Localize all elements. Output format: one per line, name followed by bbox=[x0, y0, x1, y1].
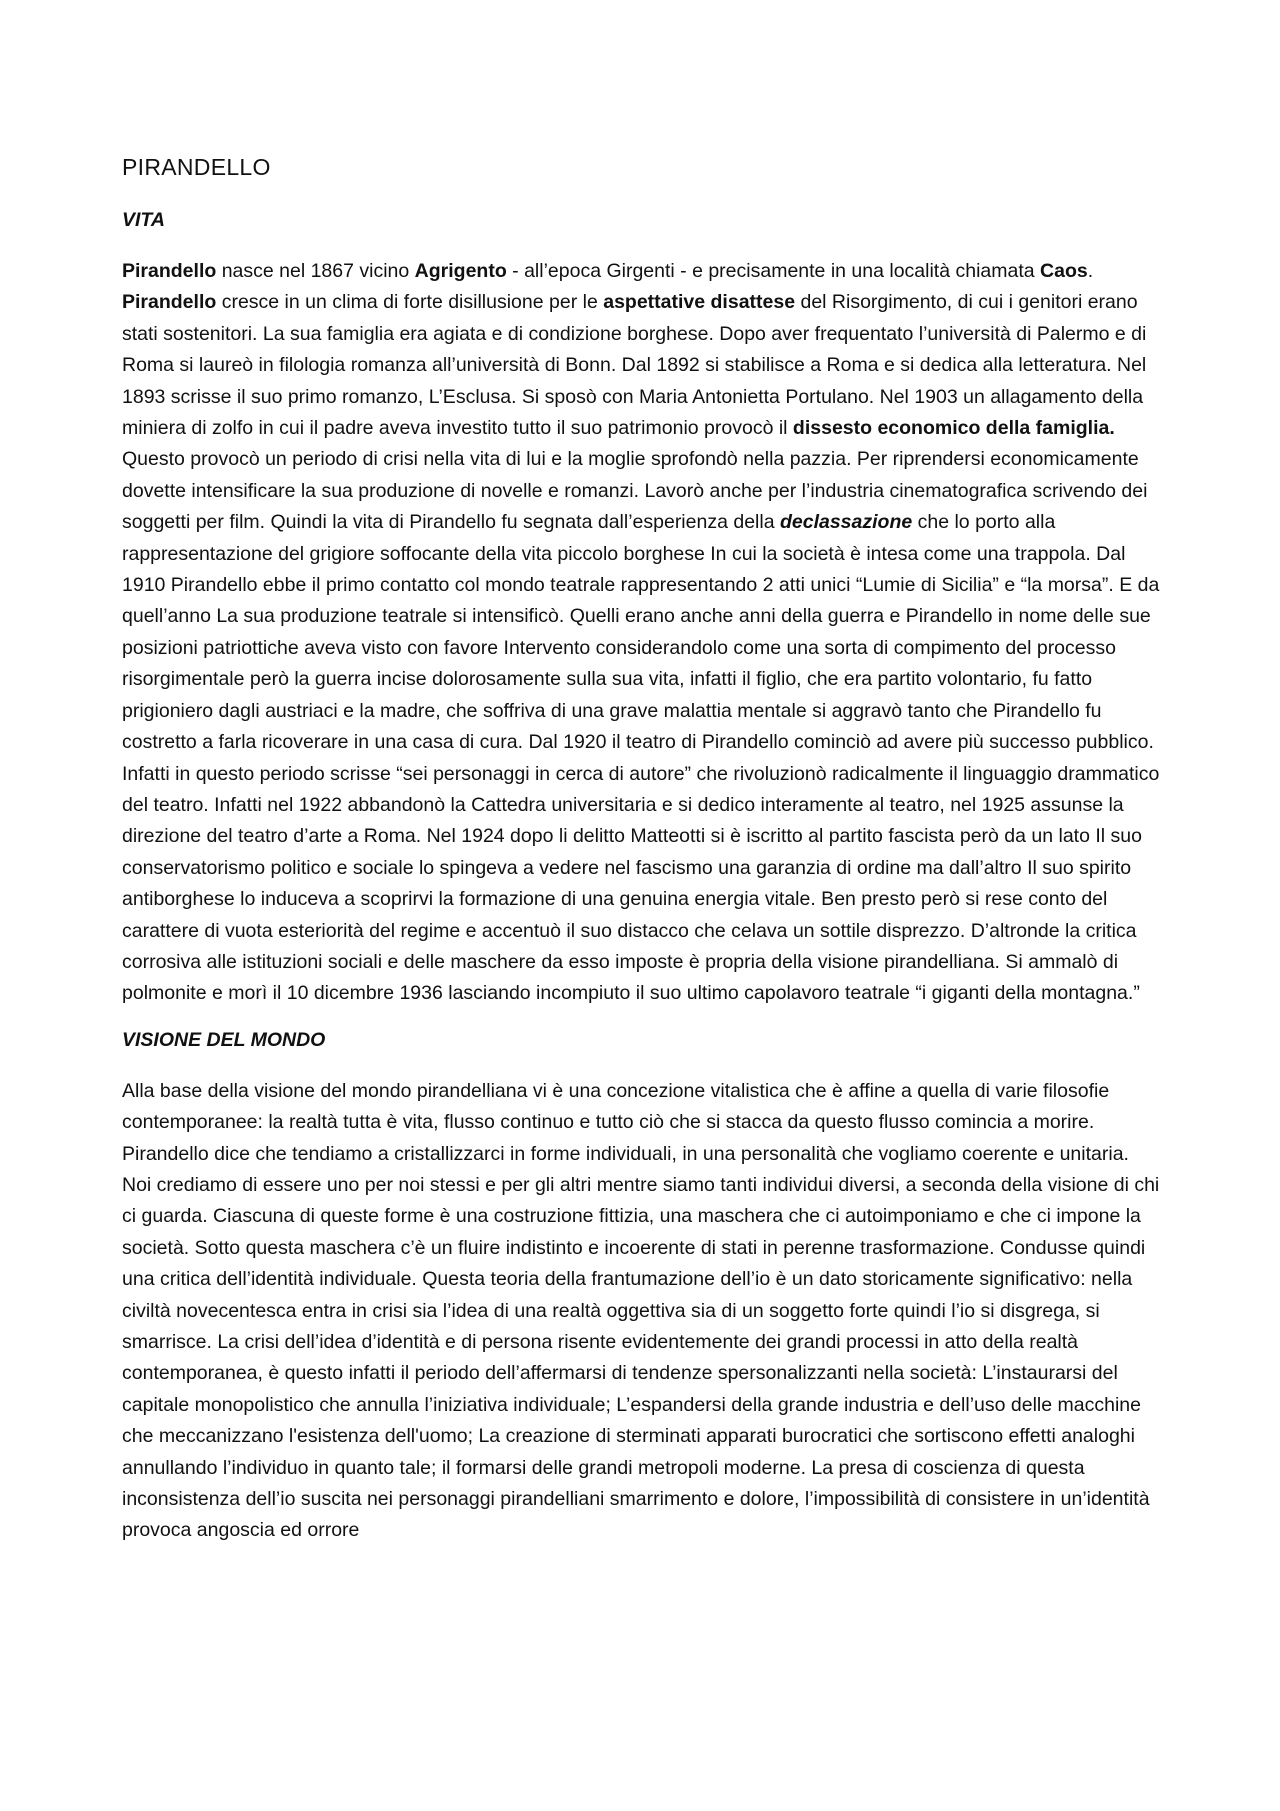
emphasized-text: Pirandello bbox=[122, 260, 217, 282]
paragraph-text: . bbox=[1087, 260, 1094, 282]
emphasized-text: Agrigento bbox=[414, 260, 507, 282]
paragraph-text: nasce nel 1867 vicino bbox=[216, 260, 415, 282]
section-heading-vita: VITA bbox=[122, 209, 165, 231]
paragraph-text: Alla base della visione del mondo pirandelliana vi è una concezione vitalistica che è affine a quella di varie filosofie contemporanee: la realtà tutta è vita, flusso continuo e tutto ciò che si stacca da questo flusso comincia a morire. Pirandello dice che tendiamo a cristallizzarci in forme individuali, in una personalità che vogliamo coerente e unitaria. Noi crediamo di essere uno per noi stessi e per gli altri mentre siamo tanti individui diversi, a seconda della visione di chi ci guarda. Ciascuna di queste forme è una costruzione fittizia, una maschera che ci autoimponiamo e che ci impone la società. Sotto questa maschera c’è un fluire indistinto e incoerente di stati in perenne trasformazione. Condusse quindi una critica dell’identità individuale. Questa teoria della frantumazione dell’io è un dato storicamente significativo: nella civiltà novecentesca entra in crisi sia l’idea di una realtà oggettiva sia di un soggetto forte quindi l’io si disgrega, si smarrisce. La crisi dell’idea d’identità e di persona risente evidentemente dei grandi processi in atto della realtà contemporanea, è questo infatti il periodo dell’affermarsi di tendenze spersonalizzanti nella società: L’instaurarsi del capitale monopolistico che annulla l’iniziativa individuale; L’espandersi della grande industria e dell’uso delle macchine che meccanizzano l'esistenza dell'uomo; La creazione di sterminati apparati burocratici che sortiscono effetti analoghi annullando l’individuo in quanto tale; il formarsi delle grandi metropoli moderne. La presa di coscienza di questa inconsistenza dell’io suscita nei personaggi pirandelliani smarrimento e dolore, l’impossibilità di consistere in un’identità provoca angoscia ed orrore bbox=[122, 1079, 1160, 1542]
paragraph-visione-del-mondo bbox=[122, 1076, 1162, 1547]
paragraph-text: cresce in un clima di forte disillusione per le bbox=[216, 291, 604, 314]
emphasized-text: dissesto economico della famiglia. bbox=[792, 417, 1115, 440]
document-title: PIRANDELLO bbox=[122, 154, 271, 180]
paragraph-text: - all’epoca Girgenti - e precisamente in una località chiamata bbox=[506, 260, 1041, 282]
paragraph-text: Questo provocò un periodo di crisi nella vita di lui e la moglie sprofondò nella pazzia. Per riprendersi economicamente dovette intensificare la sua produzione di novelle e romanzi. Lavorò anche per l’industria cinematografica scrivendo dei soggetti per film. Quindi la vita di Pirandello fu segnata dall’esperienza della bbox=[122, 448, 1148, 534]
emphasized-text: aspettative disattese bbox=[603, 291, 796, 314]
section-heading-visione-del-mondo: VISIONE DEL MONDO bbox=[122, 1028, 326, 1051]
paragraph-text: del Risorgimento, di cui i genitori erano stati sostenitori. La sua famiglia era agiata e di condizione borghese. Dopo aver frequentato l’università di Palermo e di Roma si laureò in filologia romanza all’università di Bonn. Dal 1892 si stabilisce a Roma e si dedica alla letteratura. Nel 1893 scrisse il suo primo romanzo, L’Esclusa. Si sposò con Maria Antonietta Portulano. Nel 1903 un allagamento della miniera di zolfo in cui il padre aveva investito tutto il suo patrimonio provocò il bbox=[122, 291, 1147, 440]
paragraph-vita bbox=[122, 256, 1162, 1010]
emphasized-text: Pirandello bbox=[122, 291, 217, 314]
document-page bbox=[122, 150, 1162, 1563]
emphasized-text: declassazione bbox=[779, 511, 913, 534]
emphasized-text: Caos bbox=[1040, 260, 1088, 282]
paragraph-text: che lo porto alla rappresentazione del grigiore soffocante della vita piccolo borghese In cui la società è intesa come una trappola. Dal 1910 Pirandello ebbe il primo contatto col mondo teatrale rappresentando 2 atti unici “Lumie di Sicilia” e “la morsa”. E da quell’anno La sua produzione teatrale si intensificò. Quelli erano anche anni della guerra e Pirandello in nome delle sue posizioni patriottiche aveva visto con favore Intervento considerandolo come una sorta di compimento del processo risorgimentale però la guerra incise dolorosamente sulla sua vita, infatti il figlio, che era partito volontario, fu fatto prigioniero dagli austriaci e la madre, che soffriva di una grave malattia mentale si aggravò tanto che Pirandello fu costretto a farla ricoverare in una casa di cura. Dal 1920 il teatro di Pirandello cominciò ad avere più successo pubblico. Infatti in questo periodo scrisse “sei personaggi in cerca di autore” che rivoluzionò radicalmente il linguaggio drammatico del teatro. Infatti nel 1922 abbandonò la Cattedra universitaria e si dedico interamente al teatro, nel 1925 assunse la direzione del teatro d’arte a Roma. Nel 1924 dopo li delitto Matteotti si è iscritto al partito fascista però da un lato Il suo conservatorismo politico e sociale lo spingeva a vedere nel fascismo una garanzia di ordine ma dall’altro Il suo spirito antiborghese lo induceva a scoprirvi la formazione di una genuina energia vitale. Ben presto però si rese conto del carattere di vuota esteriorità del regime e accentuò il suo distacco che celava un sottile disprezzo. D’altronde la critica corrosiva alle istituzioni sociali e delle maschere da esso imposte è propria della visione pirandelliana. Si ammalò di polmonite e morì il 10 dicembre 1936 lasciando incompiuto il suo ultimo capolavoro teatrale “i giganti della montagna.” bbox=[122, 511, 1160, 1005]
